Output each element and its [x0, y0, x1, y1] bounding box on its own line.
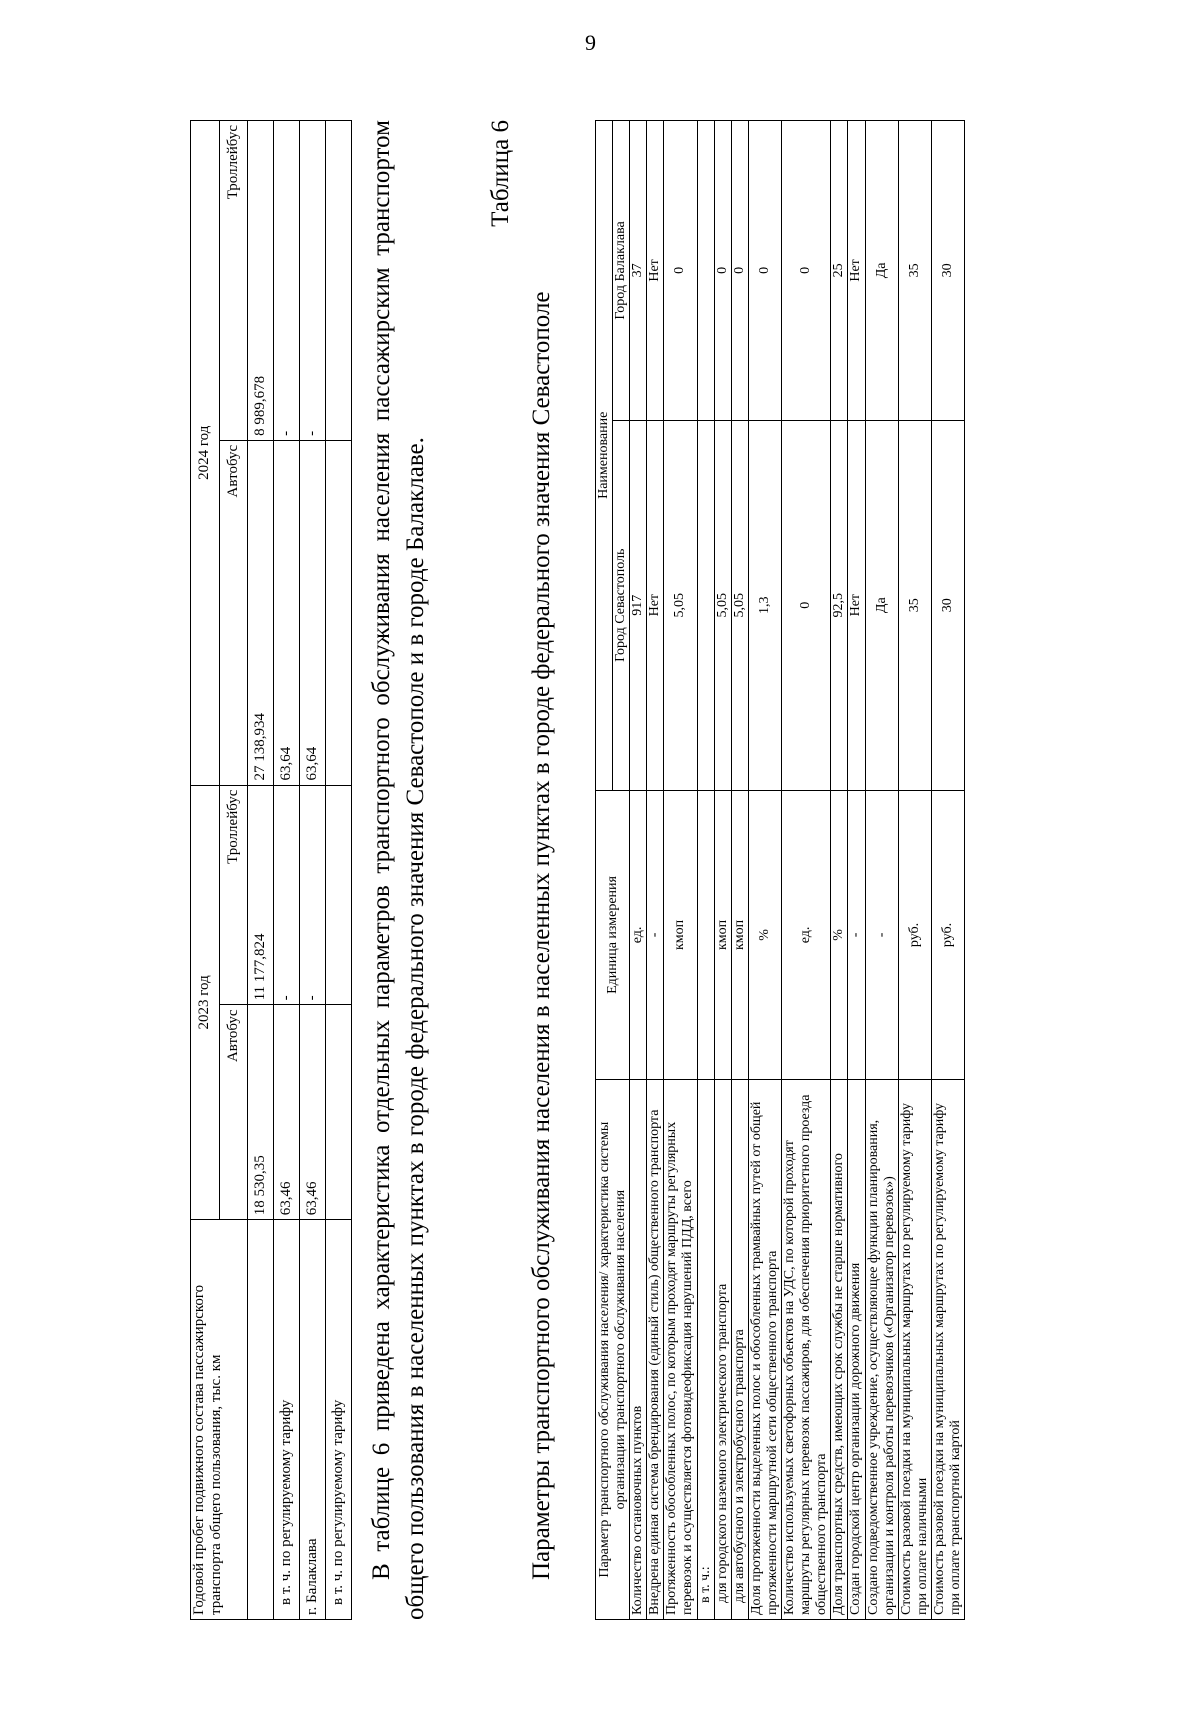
year-2023: 2023 год: [191, 785, 220, 1220]
cell: 63,64: [274, 440, 300, 785]
value-cell: 0: [748, 121, 781, 421]
unit-cell: кмоп: [664, 790, 697, 1080]
cell: -: [300, 785, 326, 1005]
year-2024: 2024 год: [191, 121, 220, 786]
unit-cell: %: [748, 790, 781, 1080]
param-cell: Количество остановочных пунктов: [630, 1080, 647, 1620]
table-row: [731, 121, 748, 1620]
table-row: [697, 121, 714, 1620]
cell: [326, 440, 352, 785]
header-unit: Единица измерения: [596, 790, 630, 1080]
header-param: Параметр транспортного обслуживания населения/ характеристика системы организации транспортного обслуживания населения: [596, 1080, 630, 1620]
value-cell: 0: [782, 121, 831, 421]
mileage-row: [300, 121, 326, 1620]
mileage-header-label: Годовой пробег подвижного состава пассажирского транспорта общего пользования, тыс. км: [191, 1220, 248, 1620]
cell: [326, 785, 352, 1005]
row-label: в т. ч. по регулируемому тарифу: [326, 1220, 352, 1620]
param-cell: Создано подведомственное учреждение, осуществляющее функции планирования, организации и контроля работы перевозчиков («Организатор перевозок»): [865, 1080, 898, 1620]
table-row: [898, 121, 931, 1620]
param-cell: Стоимость разовой поездки на муниципальных маршрутах по регулируемому тарифу при оплате транспортной картой: [931, 1080, 964, 1620]
table-row: [647, 121, 664, 1620]
unit-cell: -: [848, 790, 865, 1080]
value-cell: Да: [865, 121, 898, 421]
mode-bus-2024: Автобус: [219, 440, 248, 785]
value-cell: 25: [831, 121, 848, 421]
cell: [326, 121, 352, 441]
cell: 63,46: [300, 1005, 326, 1220]
param-cell: в т. ч.:: [697, 1080, 714, 1620]
mode-trolley-2023: Троллейбус: [219, 785, 248, 1005]
cell: 63,46: [274, 1005, 300, 1220]
value-cell: Да: [865, 420, 898, 790]
param-cell: для автобусного и электробусного транспорта: [731, 1080, 748, 1620]
cell: -: [300, 121, 326, 441]
param-cell: Внедрена единая система брендирования (единый стиль) общественного транспорта: [647, 1080, 664, 1620]
table-row: [865, 121, 898, 1620]
value-cell: 35: [898, 121, 931, 421]
value-cell: [697, 420, 714, 790]
value-cell: 5,05: [664, 420, 697, 790]
params-table: [595, 120, 965, 1620]
unit-cell: ед.: [782, 790, 831, 1080]
unit-cell: -: [865, 790, 898, 1080]
param-cell: Доля транспортных средств, имеющих срок службы не старше нормативного: [831, 1080, 848, 1620]
mileage-row: [274, 121, 300, 1620]
unit-cell: кмоп: [731, 790, 748, 1080]
unit-cell: руб.: [931, 790, 964, 1080]
table-row: [848, 121, 865, 1620]
unit-cell: %: [831, 790, 848, 1080]
header-col-sevastopol: Город Севастополь: [613, 420, 630, 790]
header-col-balaklava: Город Балаклава: [613, 121, 630, 421]
table-row: [782, 121, 831, 1620]
table-row: [664, 121, 697, 1620]
unit-cell: ед.: [630, 790, 647, 1080]
body-paragraph: [365, 120, 434, 1620]
row-label: в т. ч. по регулируемому тарифу: [274, 1220, 300, 1620]
cell: [326, 1005, 352, 1220]
row-label: [248, 1220, 274, 1620]
page-number: 9: [585, 30, 596, 55]
unit-cell: кмоп: [714, 790, 731, 1080]
param-cell: Количество используемых светофорных объектов на УДС, по которой проходят маршруты регулярных перевозок пассажиров, для обеспечения приоритетного проезда общественного транспорта: [782, 1080, 831, 1620]
table-row: [831, 121, 848, 1620]
value-cell: 0: [664, 121, 697, 421]
value-cell: Нет: [848, 121, 865, 421]
cell: -: [274, 121, 300, 441]
table-row: [931, 121, 964, 1620]
param-cell: для городского наземного электрического транспорта: [714, 1080, 731, 1620]
rotated-content: [190, 60, 1190, 1620]
cell: 18 530,35: [248, 1005, 274, 1220]
value-cell: Нет: [647, 121, 664, 421]
table-label: Таблица 6: [487, 120, 514, 227]
unit-cell: -: [647, 790, 664, 1080]
value-cell: 37: [630, 121, 647, 421]
value-cell: 917: [630, 420, 647, 790]
table-row: [714, 121, 731, 1620]
mode-trolley-2024: Троллейбус: [219, 121, 248, 441]
mode-bus-2023: Автобус: [219, 1005, 248, 1220]
value-cell: 30: [931, 121, 964, 421]
value-cell: 5,05: [731, 420, 748, 790]
value-cell: 30: [931, 420, 964, 790]
value-cell: 92,5: [831, 420, 848, 790]
header-name: Наименование: [596, 121, 613, 791]
value-cell: Нет: [647, 420, 664, 790]
cell: 11 177,824: [248, 785, 274, 1005]
value-cell: 0: [714, 121, 731, 421]
mileage-row: [248, 121, 274, 1620]
param-cell: Протяженность обособленных полос, по которым проходят маршруты регулярных перевозок и осуществляется фотовидеофиксация нарушений ПДД, всего: [664, 1080, 697, 1620]
cell: -: [274, 785, 300, 1005]
value-cell: 35: [898, 420, 931, 790]
param-cell: Стоимость разовой поездки на муниципальных маршрутах по регулируемому тарифу при оплате наличными: [898, 1080, 931, 1620]
value-cell: 0: [782, 420, 831, 790]
table-title: Параметры транспортного обслуживания населения в населенных пунктах в городе федерального значения Севастополе: [528, 291, 555, 1580]
param-cell: Создан городской центр организации дорожного движения: [848, 1080, 865, 1620]
cell: 8 989,678: [248, 121, 274, 441]
cell: 63,64: [300, 440, 326, 785]
cell: 27 138,934: [248, 440, 274, 785]
mileage-row: [326, 121, 352, 1620]
row-label: г. Балаклава: [300, 1220, 326, 1620]
unit-cell: руб.: [898, 790, 931, 1080]
table-row: [630, 121, 647, 1620]
value-cell: [697, 121, 714, 421]
unit-cell: [697, 790, 714, 1080]
paragraph-text: В таблице 6 приведена характеристика отдельных параметров транспортного обслуживания населения пассажирским транспортом общего пользования в населенных пунктах в городе федерального значения Севастополе и в городе Балаклаве.: [368, 120, 430, 1620]
value-cell: 5,05: [714, 420, 731, 790]
value-cell: Нет: [848, 420, 865, 790]
value-cell: 0: [731, 121, 748, 421]
mileage-table: [190, 120, 352, 1620]
value-cell: 1,3: [748, 420, 781, 790]
table-row: [748, 121, 781, 1620]
param-cell: Доля протяженности выделенных полос и обособленных трамвайных путей от общей протяженности маршрутной сети общественного транспорта: [748, 1080, 781, 1620]
